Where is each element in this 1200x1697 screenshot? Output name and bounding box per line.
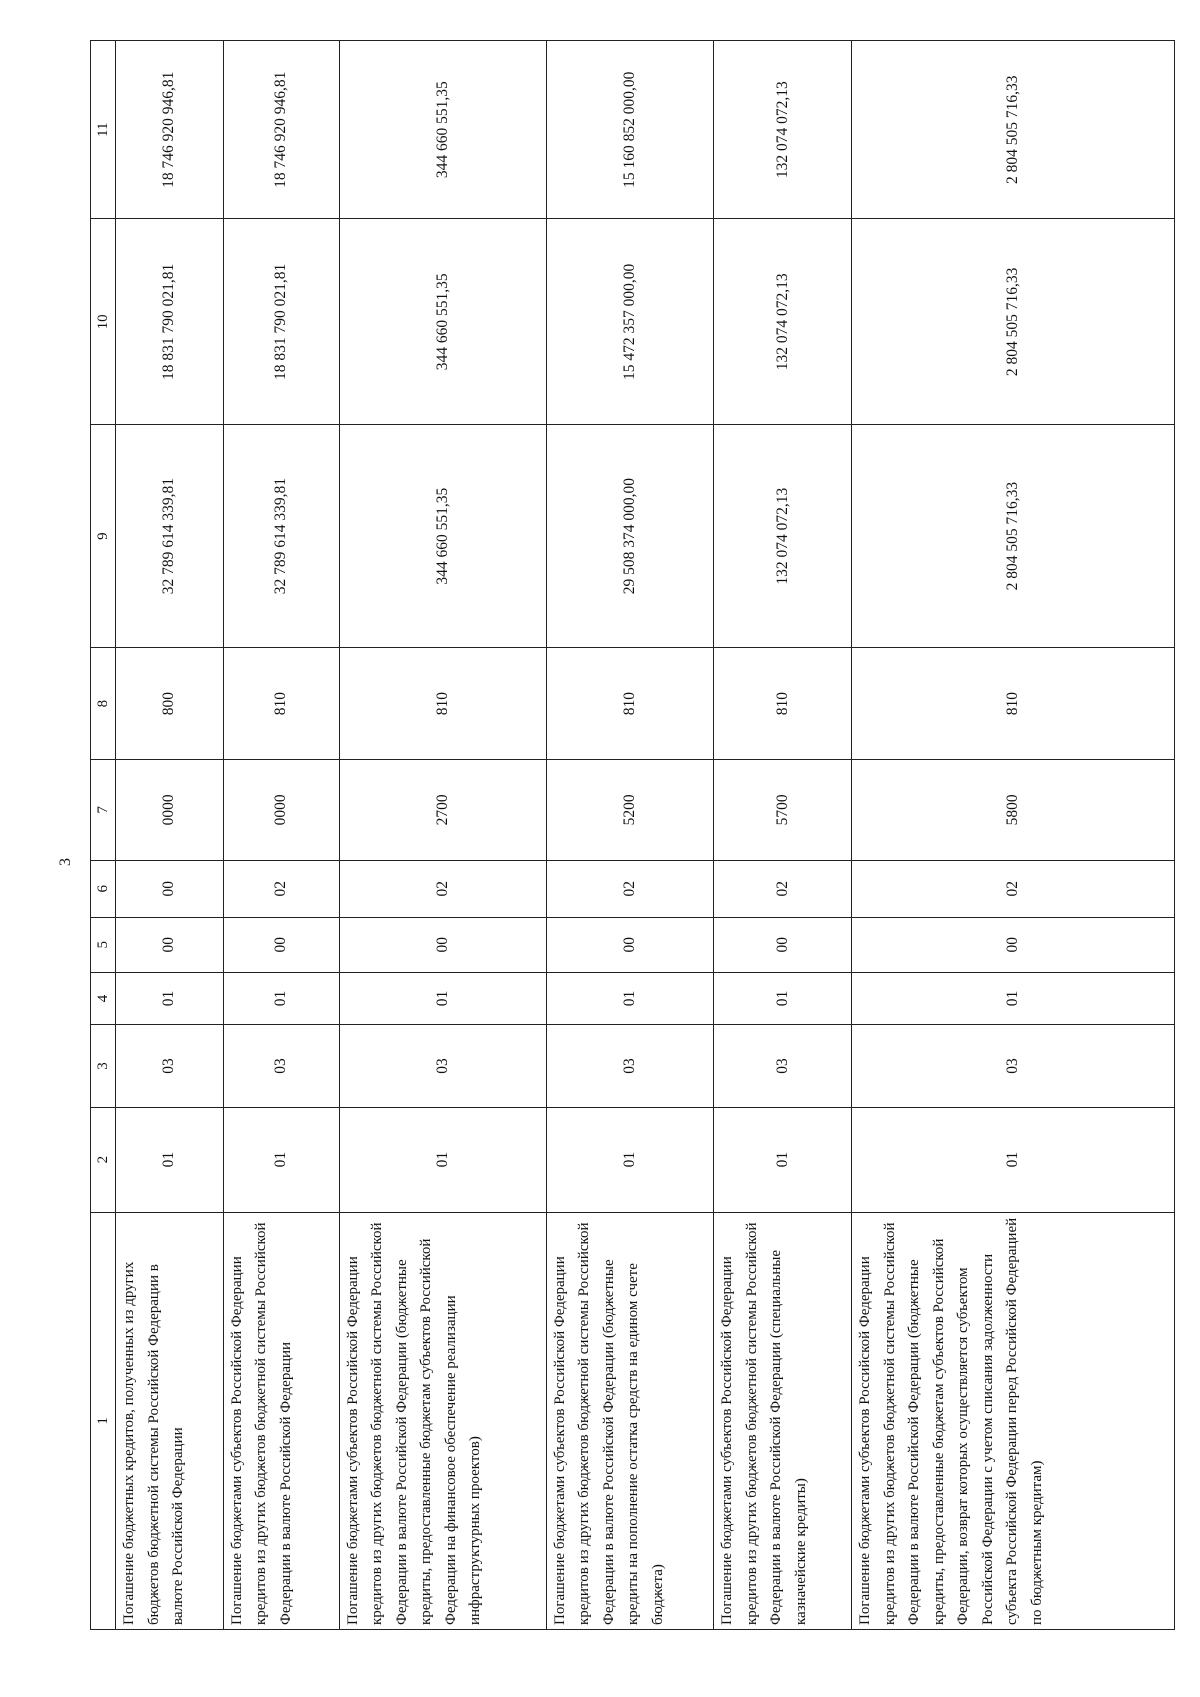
- row-description: Погашение бюджетами субъектов Российской Федерации кредитов из других бюджетов бюджетной системы Российской Федерации в валюте Российской Федерации (бюджетные кредиты, предоставленные бюджетам субъектов Российской Федерации на финансовое обеспечение реализации инфраструктурных проектов): [339, 1212, 546, 1629]
- row-description: Погашение бюджетами субъектов Российской Федерации кредитов из других бюджетов бюджетной системы Российской Федерации в валюте Российской Федерации: [223, 1212, 339, 1629]
- code-col-5: 00: [714, 917, 852, 972]
- code-col-5: 00: [546, 917, 714, 972]
- table-row: [223, 41, 339, 1630]
- amount-col-11: 18 746 920 946,81: [223, 41, 339, 219]
- code-col-3: 03: [852, 1025, 1175, 1107]
- budget-credit-table: [90, 40, 1175, 1630]
- code-col-3: 03: [546, 1025, 714, 1107]
- code-col-3: 03: [223, 1025, 339, 1107]
- code-col-8: 800: [116, 648, 224, 760]
- header-cell-2: 2: [91, 1107, 116, 1212]
- code-col-7: 0000: [223, 760, 339, 861]
- header-cell-6: 6: [91, 860, 116, 917]
- table-row: [546, 41, 714, 1630]
- code-col-4: 01: [116, 972, 224, 1025]
- code-col-7: 5700: [714, 760, 852, 861]
- header-cell-4: 4: [91, 972, 116, 1025]
- table-row: [714, 41, 852, 1630]
- amount-col-9: 2 804 505 716,33: [852, 425, 1175, 648]
- code-col-5: 00: [852, 917, 1175, 972]
- code-col-4: 01: [223, 972, 339, 1025]
- header-row: [91, 41, 116, 1630]
- code-col-7: 5800: [852, 760, 1175, 861]
- row-description: Погашение бюджетных кредитов, полученных из других бюджетов бюджетной системы Российской Федерации в валюте Российской Федерации: [116, 1212, 224, 1629]
- header-cell-10: 10: [91, 219, 116, 425]
- code-col-5: 00: [339, 917, 546, 972]
- amount-col-9: 29 508 374 000,00: [546, 425, 714, 648]
- code-col-8: 810: [223, 648, 339, 760]
- code-col-8: 810: [546, 648, 714, 760]
- code-col-6: 00: [116, 860, 224, 917]
- code-col-2: 01: [852, 1107, 1175, 1212]
- row-description: Погашение бюджетами субъектов Российской Федерации кредитов из других бюджетов бюджетной системы Российской Федерации в валюте Российской Федерации (бюджетные кредиты, предоставленные бюджетам субъектов Российской Федерации, возврат которых осуществляется субъектом Российской Федерации с учетом списания задолженности субъекта Российской Федерации перед Российской Федерацией по бюджетным кредитам): [852, 1212, 1175, 1629]
- amount-col-10: 18 831 790 021,81: [116, 219, 224, 425]
- code-col-4: 01: [714, 972, 852, 1025]
- code-col-2: 01: [714, 1107, 852, 1212]
- code-col-2: 01: [223, 1107, 339, 1212]
- amount-col-11: 2 804 505 716,33: [852, 41, 1175, 219]
- code-col-6: 02: [714, 860, 852, 917]
- code-col-7: 0000: [116, 760, 224, 861]
- code-col-4: 01: [546, 972, 714, 1025]
- code-col-7: 5200: [546, 760, 714, 861]
- code-col-5: 00: [116, 917, 224, 972]
- page-number: 3: [57, 858, 74, 866]
- code-col-6: 02: [339, 860, 546, 917]
- header-cell-1: 1: [91, 1212, 116, 1629]
- code-col-8: 810: [339, 648, 546, 760]
- table-rotation-wrapper: [90, 40, 1175, 1630]
- header-cell-8: 8: [91, 648, 116, 760]
- code-col-8: 810: [714, 648, 852, 760]
- rotated-page-area: [90, 40, 1175, 1630]
- code-col-5: 00: [223, 917, 339, 972]
- amount-col-11: 132 074 072,13: [714, 41, 852, 219]
- header-cell-3: 3: [91, 1025, 116, 1107]
- amount-col-9: 132 074 072,13: [714, 425, 852, 648]
- table-row: [852, 41, 1175, 1630]
- amount-col-9: 344 660 551,35: [339, 425, 546, 648]
- amount-col-11: 344 660 551,35: [339, 41, 546, 219]
- amount-col-11: 18 746 920 946,81: [116, 41, 224, 219]
- amount-col-9: 32 789 614 339,81: [116, 425, 224, 648]
- code-col-2: 01: [116, 1107, 224, 1212]
- code-col-2: 01: [339, 1107, 546, 1212]
- code-col-8: 810: [852, 648, 1175, 760]
- table-row: [339, 41, 546, 1630]
- code-col-6: 02: [852, 860, 1175, 917]
- code-col-3: 03: [116, 1025, 224, 1107]
- amount-col-10: 132 074 072,13: [714, 219, 852, 425]
- code-col-7: 2700: [339, 760, 546, 861]
- amount-col-9: 32 789 614 339,81: [223, 425, 339, 648]
- code-col-3: 03: [714, 1025, 852, 1107]
- header-cell-11: 11: [91, 41, 116, 219]
- table-row: [116, 41, 224, 1630]
- row-description: Погашение бюджетами субъектов Российской Федерации кредитов из других бюджетов бюджетной системы Российской Федерации в валюте Российской Федерации (бюджетные кредиты на пополнение остатка средств на едином счете бюджета): [546, 1212, 714, 1629]
- code-col-6: 02: [546, 860, 714, 917]
- header-cell-9: 9: [91, 425, 116, 648]
- amount-col-10: 344 660 551,35: [339, 219, 546, 425]
- amount-col-10: 15 472 357 000,00: [546, 219, 714, 425]
- header-cell-7: 7: [91, 760, 116, 861]
- code-col-4: 01: [852, 972, 1175, 1025]
- header-cell-5: 5: [91, 917, 116, 972]
- code-col-2: 01: [546, 1107, 714, 1212]
- code-col-3: 03: [339, 1025, 546, 1107]
- row-description: Погашение бюджетами субъектов Российской Федерации кредитов из других бюджетов бюджетной системы Российской Федерации в валюте Российской Федерации (специальные казначейские кредиты): [714, 1212, 852, 1629]
- code-col-6: 02: [223, 860, 339, 917]
- code-col-4: 01: [339, 972, 546, 1025]
- amount-col-10: 18 831 790 021,81: [223, 219, 339, 425]
- amount-col-10: 2 804 505 716,33: [852, 219, 1175, 425]
- amount-col-11: 15 160 852 000,00: [546, 41, 714, 219]
